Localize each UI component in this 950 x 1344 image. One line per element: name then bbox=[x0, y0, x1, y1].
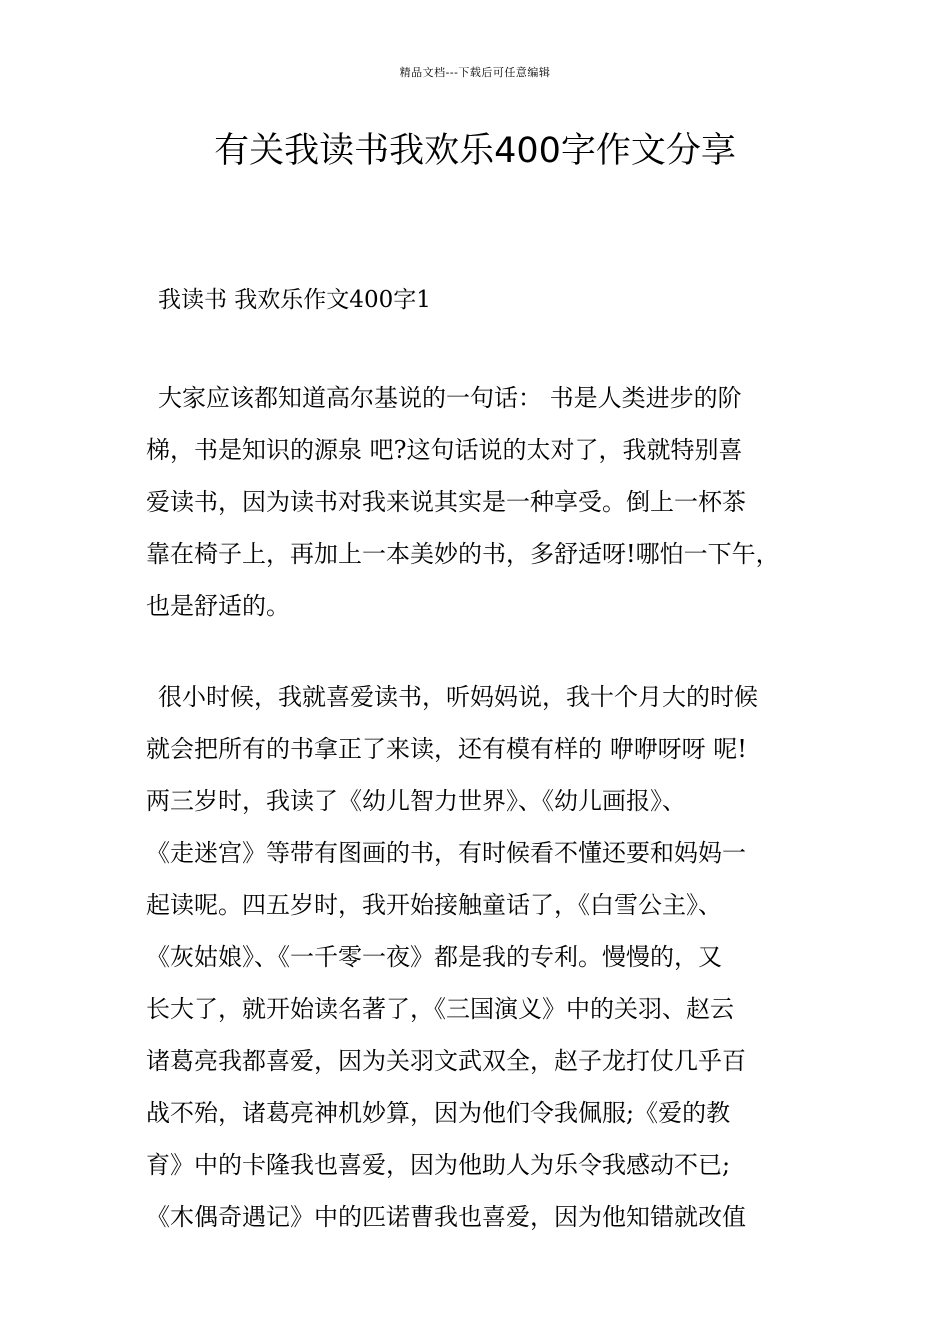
paragraph-line: 梯，书是知识的源泉 吧?这句话说的太对了，我就特别喜 bbox=[146, 436, 743, 464]
paragraph-line: 靠在椅子上，再加上一本美妙的书，多舒适呀!哪怕一下午， bbox=[146, 540, 780, 568]
paragraph-line: 长大了，就开始读名著了，《三国演义》中的关羽、赵云 bbox=[146, 995, 734, 1023]
paragraph-line: 战不殆，诸葛亮神机妙算，因为他们令我佩服;《爱的教 bbox=[146, 1099, 731, 1127]
paragraph-2 bbox=[146, 671, 816, 1243]
document-title: 有关我读书我欢乐400字作文分享 bbox=[214, 131, 736, 171]
paragraph-line: 两三岁时，我读了《幼儿智力世界》、《幼儿画报》、 bbox=[146, 787, 686, 815]
paragraph-line: 爱读书，因为读书对我来说其实是一种享受。倒上一杯茶 bbox=[146, 488, 746, 516]
paragraph-line: 起读呢。四五岁时，我开始接触童话了，《白雪公主》、 bbox=[146, 891, 722, 919]
paragraph-1 bbox=[146, 372, 816, 632]
section-subtitle: 我读书 我欢乐作文400字1 bbox=[158, 287, 431, 313]
paragraph-line: 诸葛亮我都喜爱，因为关羽文武双全，赵子龙打仗几乎百 bbox=[146, 1047, 746, 1075]
paragraph-line: 就会把所有的书拿正了来读，还有模有样的 咿咿呀呀 呢! bbox=[146, 735, 747, 763]
paragraph-line: 很小时候，我就喜爱读书，听妈妈说，我十个月大的时候 bbox=[158, 683, 758, 711]
paragraph-line: 大家应该都知道高尔基说的一句话： 书是人类进步的阶 bbox=[158, 384, 742, 412]
paragraph-line: 育》中的卡隆我也喜爱，因为他助人为乐令我感动不已; bbox=[146, 1151, 731, 1179]
paragraph-line: 《走迷宫》等带有图画的书，有时候看不懂还要和妈妈一 bbox=[146, 839, 746, 867]
page-header: 精品文档---下载后可任意编辑 bbox=[399, 66, 551, 79]
paragraph-line: 《灰姑娘》、《一千零一夜》都是我的专利。慢慢的，又 bbox=[146, 943, 722, 971]
paragraph-line: 也是舒适的。 bbox=[146, 592, 290, 620]
paragraph-line: 《木偶奇遇记》中的匹诺曹我也喜爱，因为他知错就改值 bbox=[146, 1203, 746, 1231]
